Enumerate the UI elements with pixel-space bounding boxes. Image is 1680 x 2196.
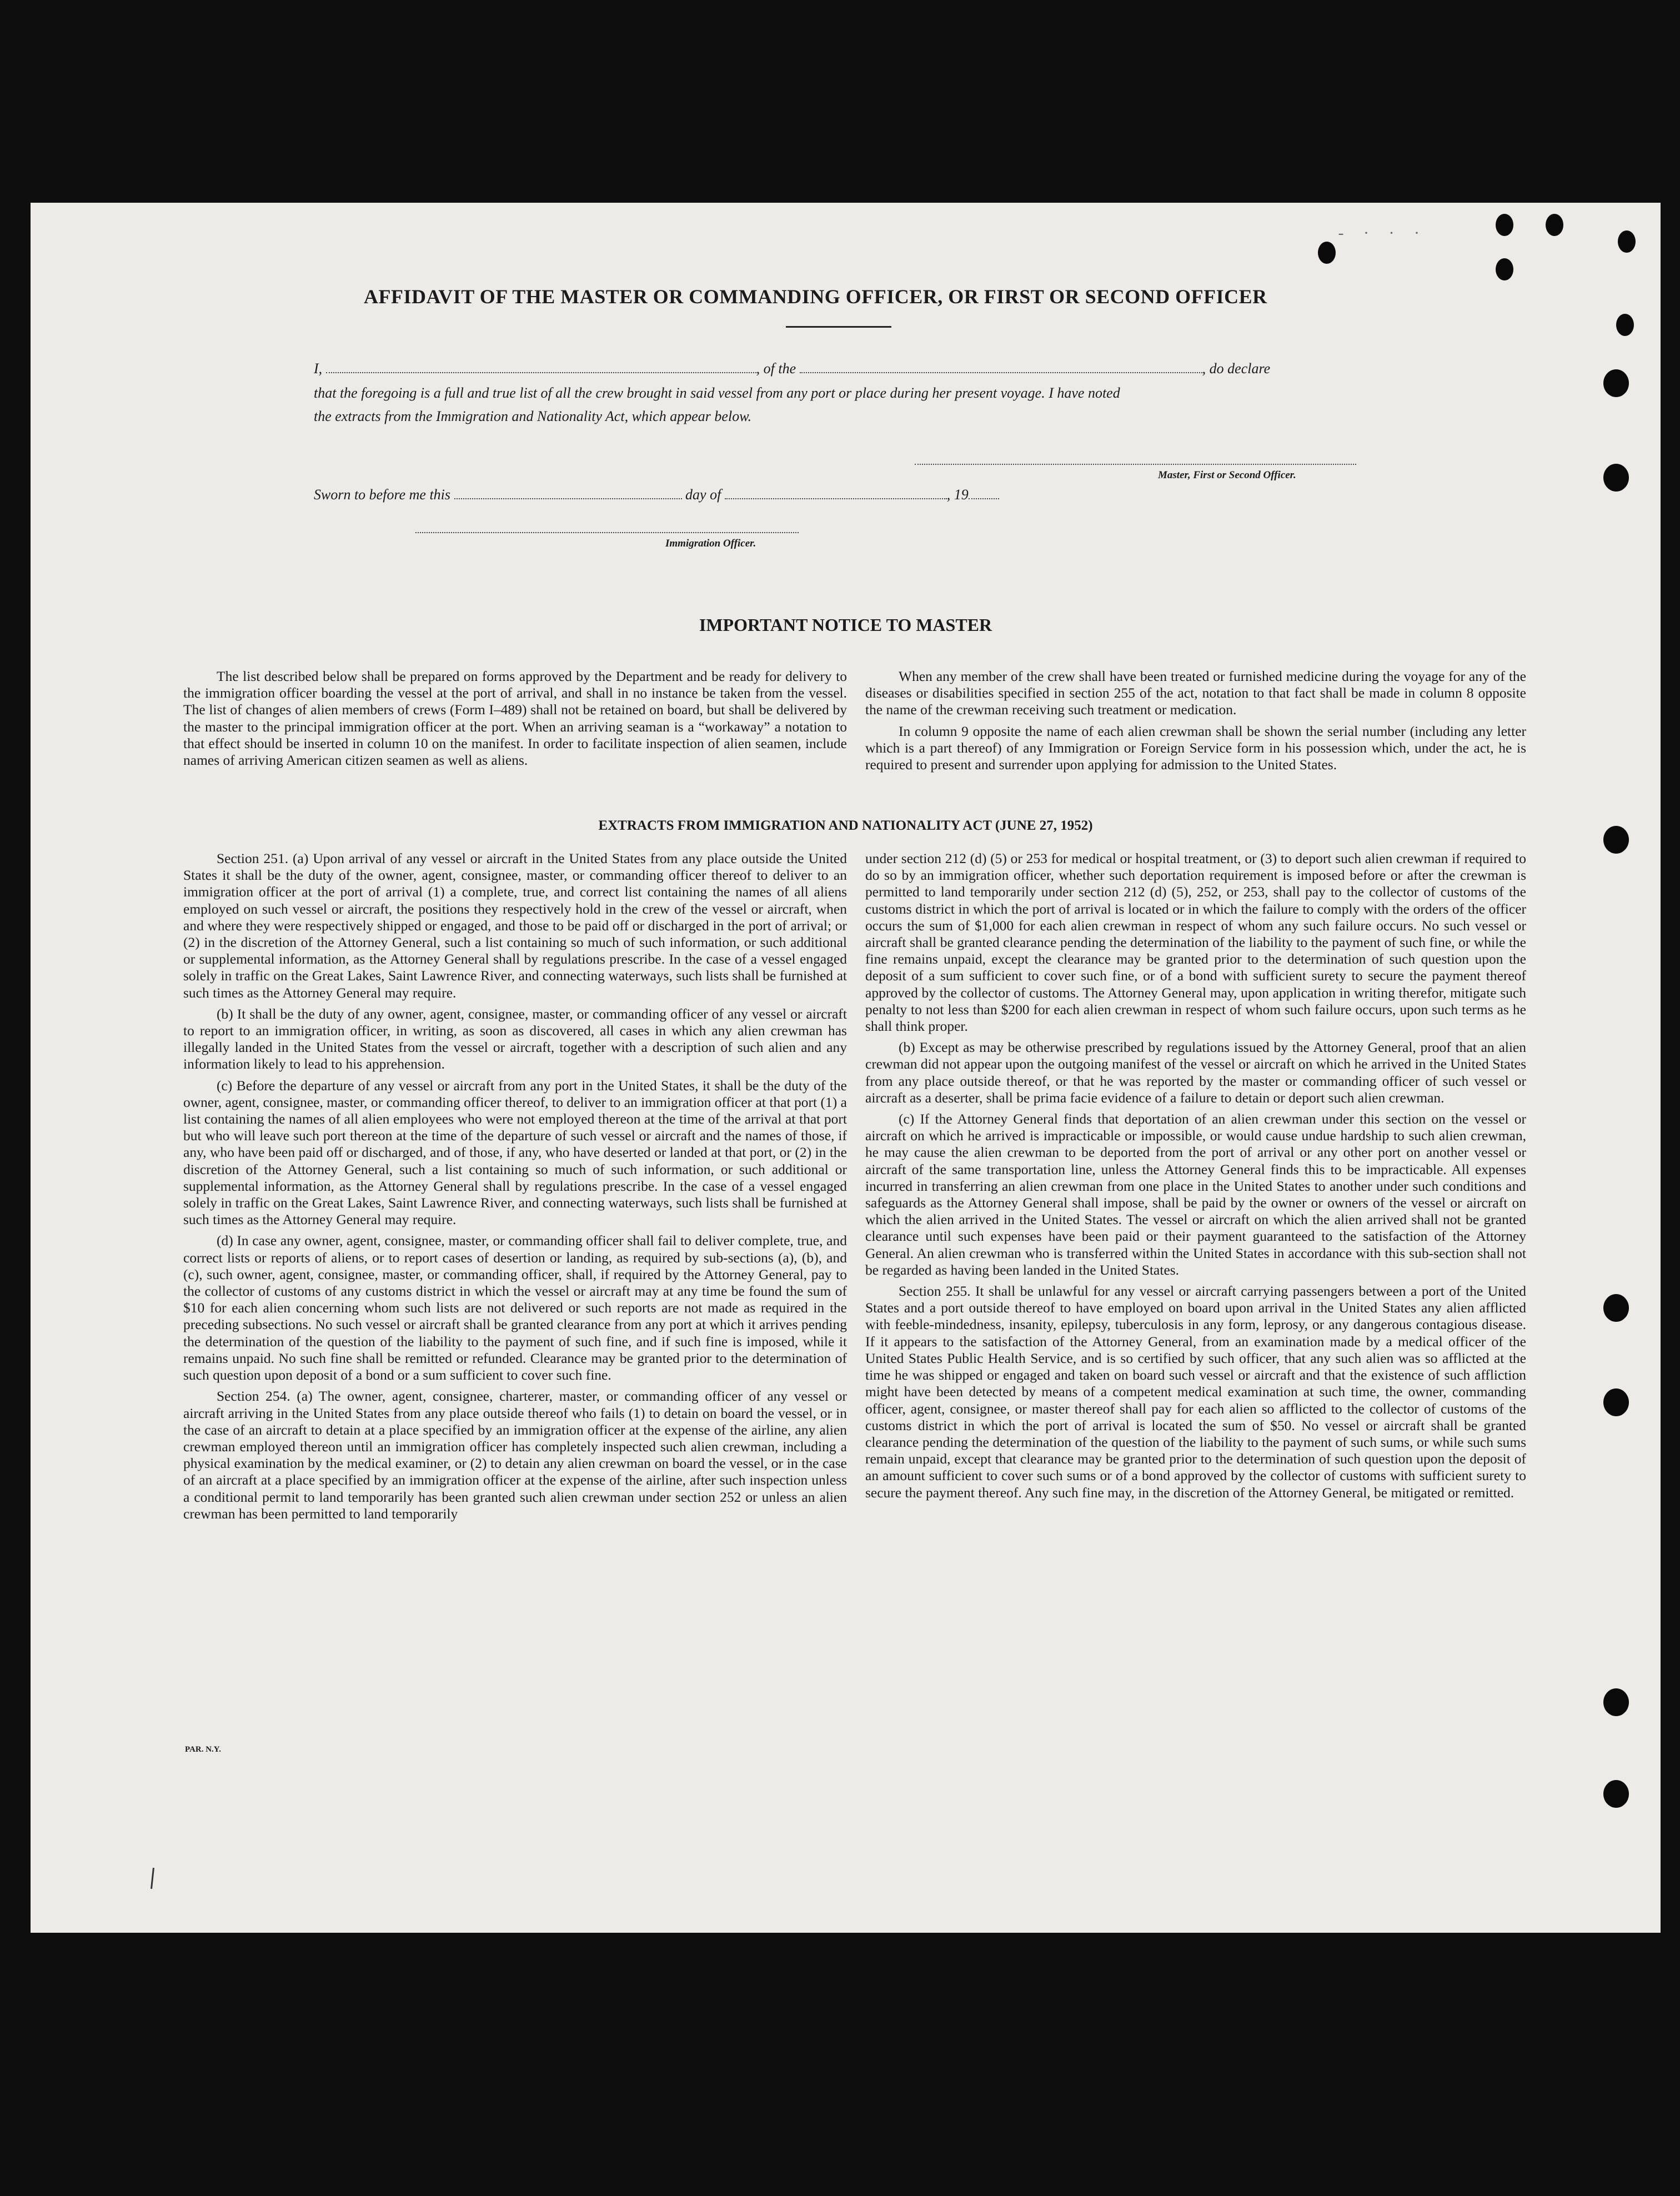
section-254c: (c) If the Attorney General finds that deportation of an alien crewman under this section on the vessel or aircraft on which he arrived is impracticable or impossible, or would cause undue hardship to such alien crewman, he may cause the alien crewman to be deported from the port of arrival or any other port on another vessel or aircraft of the same transportation line, unless the Attorney General finds this to be impracticable. All expenses incurred in transferring an alien crewman from one place in the United States to another under such conditions and safeguards as the Attorney General shall impose, shall be paid by the owner or owners of the vessel or aircraft on which the alien arrived in the United States. The vessel or aircraft on which the alien arrived shall not be granted clearance until such expenses have been paid or their payment guaranteed to the satisfaction of the Attorney General. An alien crewman who is transferred within the United States in accordance with this sub-section shall not be regarded as having been landed in the United States. — [865, 1111, 1526, 1278]
year-label: , 19 — [946, 487, 969, 503]
notice-right-paragraph-1: When any member of the crew shall have been treated or furnished medicine during the voyage for any of the diseases or disabilities specified in section 255 of the act, notation to that fact shall be made in column 8 opposite the name of the crewman receiving such treatment or medication. — [865, 668, 1526, 718]
section-255: Section 255. It shall be unlawful for any vessel or aircraft carrying passengers between a port of the United States and a port outside thereof to have employed on board upon arrival in the United States any alien afflicted with feeble-mindedness, insanity, epilepsy, tuberculosis in any form, leprosy, or any dangerous contagious disease. If it appears to the satisfaction of the Attorney General, from an examination made by a medical officer of the United States Public Health Service, and is so certified by such officer, that any such alien was so afflicted at the time he was shipped or engaged and taken on board such vessel or aircraft and that the existence of such affliction might have been detected by means of a competent medical examination at such time, the owner, commanding officer, agent, consignee, or master thereof shall pay for each alien so afflicted to the collector of customs of the customs district in which the port of arrival is located the sum of $50. No vessel or aircraft shall be granted clearance pending the determination of the question of the liability to the payment of such sums, or while such sums remain unpaid, except that clearance may be granted prior to the determination of such question upon the deposit of an amount sufficient to cover such sums or of a bond approved by the collector of customs with sufficient surety to secure the payment thereof. Any such fine may, in the discretion of the Attorney General, be mitigated or remitted. — [865, 1283, 1526, 1501]
do-declare-label: , do declare — [1202, 360, 1271, 377]
punch-hole — [1546, 214, 1563, 236]
master-signature-line[interactable] — [915, 464, 1356, 465]
dot-marks: - · · · — [1338, 224, 1427, 242]
punch-hole — [1603, 1780, 1629, 1808]
notice-title: IMPORTANT NOTICE TO MASTER — [699, 615, 992, 635]
day-blank[interactable] — [454, 487, 682, 499]
officer-signature-line[interactable] — [415, 532, 799, 533]
section-251a: Section 251. (a) Upon arrival of any vessel or aircraft in the United States from any place outside the United States it shall be the duty of the owner, agent, consignee, master, or commanding officer thereof to deliver to an immigration officer at the port of arrival (1) a complete, true, and correct list containing the names of all aliens employed on such vessel or aircraft, the positions they respectively hold in the crew of the vessel or aircraft, when and where they were respectively shipped or engaged, and those to be paid off or discharged in the port of arrival; or (2) in the discretion of the Attorney General, such a list containing so much of such information, or such additional or supplemental information, as the Attorney General shall by regulations prescribe. In the case of a vessel engaged solely in traffic on the Great Lakes, Saint Lawrence River, and connecting waterways, such lists shall be furnished at such times as the Attorney General may require. — [183, 850, 847, 1001]
punch-hole — [1496, 258, 1513, 280]
pencil-mark — [151, 1868, 154, 1889]
document-page — [31, 203, 1661, 1933]
notice-left-column — [183, 668, 847, 773]
punch-hole — [1603, 464, 1629, 492]
officer-caption: Immigration Officer. — [665, 538, 756, 549]
punch-hole — [1603, 826, 1629, 854]
extracts-right-column — [865, 850, 1526, 1506]
section-254b: (b) Except as may be otherwise prescribed by regulations issued by the Attorney General, proof that an alien crewman did not appear upon the outgoing manifest of the vessel or aircraft on which he arrived in the United States from any place outside thereof, or that he was reported by the master or commanding officer of such vessel or aircraft as a deserter, shall be prima facie evidence of a failure to detain or deport such alien crewman. — [865, 1039, 1526, 1106]
notice-left-paragraph: The list described below shall be prepared on forms approved by the Department and be ready for delivery to the immigration officer boarding the vessel at the port of arrival, and shall in no instance be taken from the vessel. The list of changes of alien members of crews (Form I–489) shall not be retained on board, but shall be delivered by the master to the principal immigration officer at the port. When an arriving seaman is a “workaway” a notation to that effect should be inserted in column 10 on the manifest. In order to facilitate inspection of alien seamen, include names of arriving American citizen seamen as well as aliens. — [183, 668, 847, 769]
notice-right-paragraph-2: In column 9 opposite the name of each alien crewman shall be shown the serial number (including any letter which is a part thereof) of any Immigration or Foreign Service form in his possession which, under the act, he is required to present and surrender upon applying for admission to the United States. — [865, 723, 1526, 773]
vessel-blank[interactable] — [800, 361, 1202, 373]
punch-hole — [1603, 1688, 1629, 1716]
section-251c: (c) Before the departure of any vessel or aircraft from any port in the United States, it shall be the duty of the owner, agent, consignee, master, or commanding officer thereof, to deliver to an immigration officer at that port (1) a list containing the names of all alien employees who were not employed thereon at the time of the arrival at that port but who will leave such port thereon at the time of the departure of such vessel or aircraft and the names of those, if any, who have been paid off or discharged, and of those, if any, who have deserted or landed at that port, or (2) in the discretion of the Attorney General, such a list containing so much of such information, or such additional or supplemental information, as the Attorney General shall by regulations prescribe. In the case of a vessel engaged solely in traffic on the Great Lakes, Saint Lawrence River, and connecting waterways, such lists shall be furnished at such times as the Attorney General may require. — [183, 1077, 847, 1228]
affidavit-title: AFFIDAVIT OF THE MASTER OR COMMANDING OFFICER, OR FIRST OR SECOND OFFICER — [364, 285, 1267, 308]
printer-mark: PAR. N.Y. — [185, 1745, 222, 1754]
sworn-label: Sworn to before me this — [314, 487, 451, 503]
year-blank[interactable] — [969, 487, 999, 499]
punch-hole — [1603, 369, 1629, 397]
of-the-label: , of the — [756, 360, 796, 377]
title-rule — [786, 326, 891, 328]
section-254a: Section 254. (a) The owner, agent, consignee, charterer, master, or commanding officer of any vessel or aircraft arriving in the United States from any place outside thereof who fails (1) to detain on board the vessel, or in the case of an aircraft to detain at a place specified by an immigration officer at the expense of the airline, any alien crewman employed thereon until an immigration officer has completely inspected such alien crewman, including a physical examination by the medical examiner, or (2) to detain any alien crewman on board the vessel, or in the case of an aircraft at a place specified by an immigration officer at the expense of the airline, after such inspection unless a conditional permit to land temporarily has been granted such alien crewman under section 252 or unless an alien crewman has been permitted to land temporarily — [183, 1388, 847, 1522]
punch-hole — [1318, 242, 1336, 264]
punch-hole — [1603, 1294, 1629, 1322]
notice-right-column — [865, 668, 1526, 778]
sworn-line — [314, 483, 1391, 507]
punch-hole — [1603, 1388, 1629, 1416]
section-251d: (d) In case any owner, agent, consignee, master, or commanding officer shall fail to deliver complete, true, and correct lists or reports of aliens, or to report cases of desertion or landing, as required by sub-sections (a), (b), and (c), such owner, agent, consignee, master, or commanding officer, shall, if required by the Attorney General, pay to the collector of customs of any customs district in which the vessel or aircraft may at any time be found the sum of $10 for each alien concerning whom such lists are not delivered or such reports are not made as required in the preceding subsections. No such vessel or aircraft shall be granted clearance from any port at which it arrives pending the determination of the question of the liability to the payment of such fine, and if such fine is imposed, while it remains unpaid. No such fine shall be remitted or refunded. Clearance may be granted prior to the determination of such question upon deposit of a bond or a sum sufficient to cover such fine. — [183, 1232, 847, 1383]
declaration-line-1: that the foregoing is a full and true list of all the crew brought in said vessel from any port or place during her present voyage. I have noted — [314, 385, 1120, 401]
master-caption: Master, First or Second Officer. — [1158, 469, 1296, 481]
extracts-left-column — [183, 850, 847, 1527]
section-254a-continued: under section 212 (d) (5) or 253 for medical or hospital treatment, or (3) to deport such alien crewman if required to do so by an immigration officer, whether such deportation requirement is imposed before or after the crewman is permitted to land temporarily under section 212 (d) (5), 252, or 253, shall pay to the collector of customs of the customs district in which the port of arrival is located or in which the failure to comply with the orders of the officer occurs the sum of $1,000 for each alien crewman in respect of whom any such failure occurs. No such vessel or aircraft shall be granted clearance pending the determination of the liability to the payment of such fine, or while the fine remains unpaid, except the clearance may be granted prior to the determination of such question upon the deposit of a sum sufficient to cover such fine, or of a bond with sufficient surety to secure the payment thereof approved by the collector of customs. The Attorney General may, upon application in writing therefor, mitigate such penalty to not less than $200 for each alien crewman in respect of whom such failure occurs, upon such terms as he shall think proper. — [865, 850, 1526, 1035]
extracts-title: EXTRACTS FROM IMMIGRATION AND NATIONALITY ACT (JUNE 27, 1952) — [598, 818, 1093, 833]
name-blank[interactable] — [326, 361, 756, 373]
i-label: I, — [314, 360, 323, 377]
declaration-blank-line — [314, 357, 1391, 380]
day-of-label: day of — [685, 487, 721, 503]
punch-hole — [1618, 230, 1636, 253]
punch-hole — [1496, 214, 1513, 236]
punch-hole — [1616, 314, 1634, 336]
month-blank[interactable] — [725, 487, 947, 499]
section-251b: (b) It shall be the duty of any owner, agent, consignee, master, or commanding officer of any vessel or aircraft to report to an immigration officer, in writing, as soon as discovered, all cases in which any alien crewman has illegally landed in the United States from the vessel or aircraft, together with a description of such alien and any information likely to lead to his apprehension. — [183, 1005, 847, 1072]
declaration-line-2: the extracts from the Immigration and Nationality Act, which appear below. — [314, 408, 752, 424]
